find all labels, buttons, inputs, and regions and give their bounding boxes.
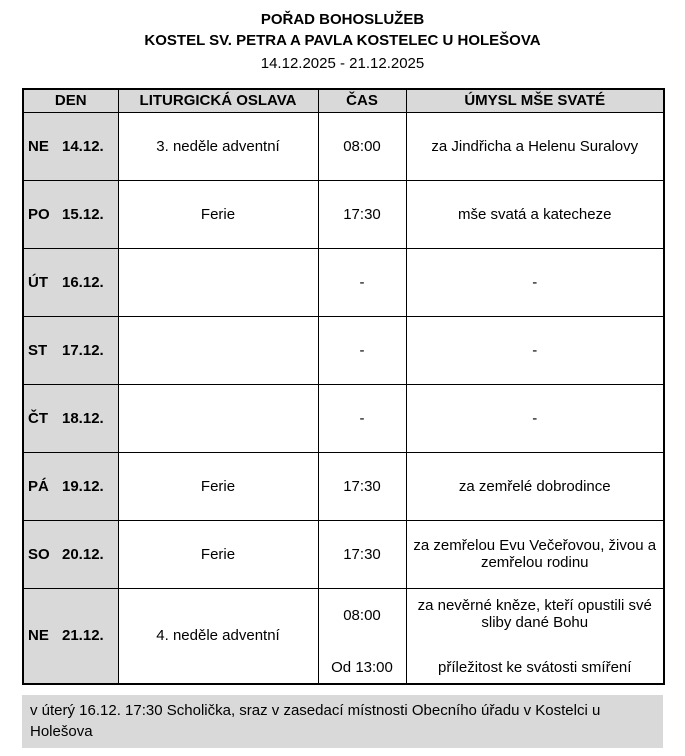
document-title: POŘAD BOHOSLUŽEB [260,11,425,28]
table-header-row [23,89,664,112]
column-header-liturgy: LITURGICKÁ OSLAVA [118,89,318,112]
day-cell [23,520,118,588]
day-abbrev: NE [28,137,49,155]
day-abbrev: ST [28,341,48,359]
celebration-cell: 4. neděle adventní [118,588,318,684]
day-abbrev: ČT [28,409,48,427]
column-header-time: ČAS [318,89,406,112]
day-abbrev: PO [28,205,50,223]
table-row [23,588,664,684]
day-abbrev: SO [28,545,50,563]
celebration-cell [118,384,318,452]
celebration-cell [118,316,318,384]
day-cell [23,588,118,684]
day-cell [23,248,118,316]
day-date: 16.12. [62,273,104,291]
celebration-cell: Ferie [118,180,318,248]
day-cell [23,452,118,520]
intention-cell: mše svatá a katecheze [406,180,664,248]
time-cell [318,588,406,684]
church-name: KOSTEL SV. PETRA A PAVLA KOSTELEC U HOLEŠOVA [144,32,541,49]
day-abbrev: PÁ [28,477,49,495]
date-range: 14.12.2025 - 21.12.2025 [260,55,425,72]
time-cell: - [318,384,406,452]
time-value: 08:00 [343,606,381,624]
day-date: 20.12. [62,545,104,563]
column-header-den: DEN [23,89,118,112]
day-cell [23,316,118,384]
intention-cell: za zemřelé dobrodince [406,452,664,520]
time-value: Od 13:00 [331,658,393,676]
day-date: 17.12. [62,341,104,359]
schedule-table [22,88,665,685]
day-date: 15.12. [62,205,104,223]
intention-cell: za Jindřicha a Helenu Suralovy [406,112,664,180]
table-row [23,520,664,588]
schedule-body [23,112,664,684]
column-header-intention: ÚMYSL MŠE SVATÉ [406,89,664,112]
day-date: 19.12. [62,477,104,495]
table-row [23,384,664,452]
time-cell: - [318,248,406,316]
celebration-cell [118,248,318,316]
day-cell [23,180,118,248]
intention-value: za nevěrné kněze, kteří opustili své sliby dané Bohu [417,596,652,631]
day-date: 18.12. [62,409,104,427]
day-abbrev: NE [28,627,49,645]
day-cell [23,384,118,452]
table-row [23,248,664,316]
table-row [23,112,664,180]
time-cell: - [318,316,406,384]
time-cell: 17:30 [318,180,406,248]
time-cell: 17:30 [318,452,406,520]
intention-cell: - [406,248,664,316]
celebration-cell: Ferie [118,520,318,588]
intention-value: příležitost ke svátosti smíření [438,658,632,676]
celebration-cell: Ferie [118,452,318,520]
day-date: 14.12. [62,137,104,155]
intention-cell: - [406,384,664,452]
table-row [23,452,664,520]
intention-cell: za zemřelou Evu Večeřovou, živou a zemřelou rodinu [406,520,664,588]
day-date: 21.12. [62,627,104,645]
celebration-cell: 3. neděle adventní [118,112,318,180]
time-cell: 08:00 [318,112,406,180]
table-row [23,180,664,248]
time-cell: 17:30 [318,520,406,588]
day-abbrev: ÚT [28,273,48,291]
table-row [23,316,664,384]
day-cell [23,112,118,180]
intention-cell [406,588,664,684]
intention-cell: - [406,316,664,384]
footer-note: v úterý 16.12. 17:30 Scholička, sraz v zasedací místnosti Obecního úřadu v Kostelci u Holešova [22,695,663,748]
document-header [0,9,685,74]
